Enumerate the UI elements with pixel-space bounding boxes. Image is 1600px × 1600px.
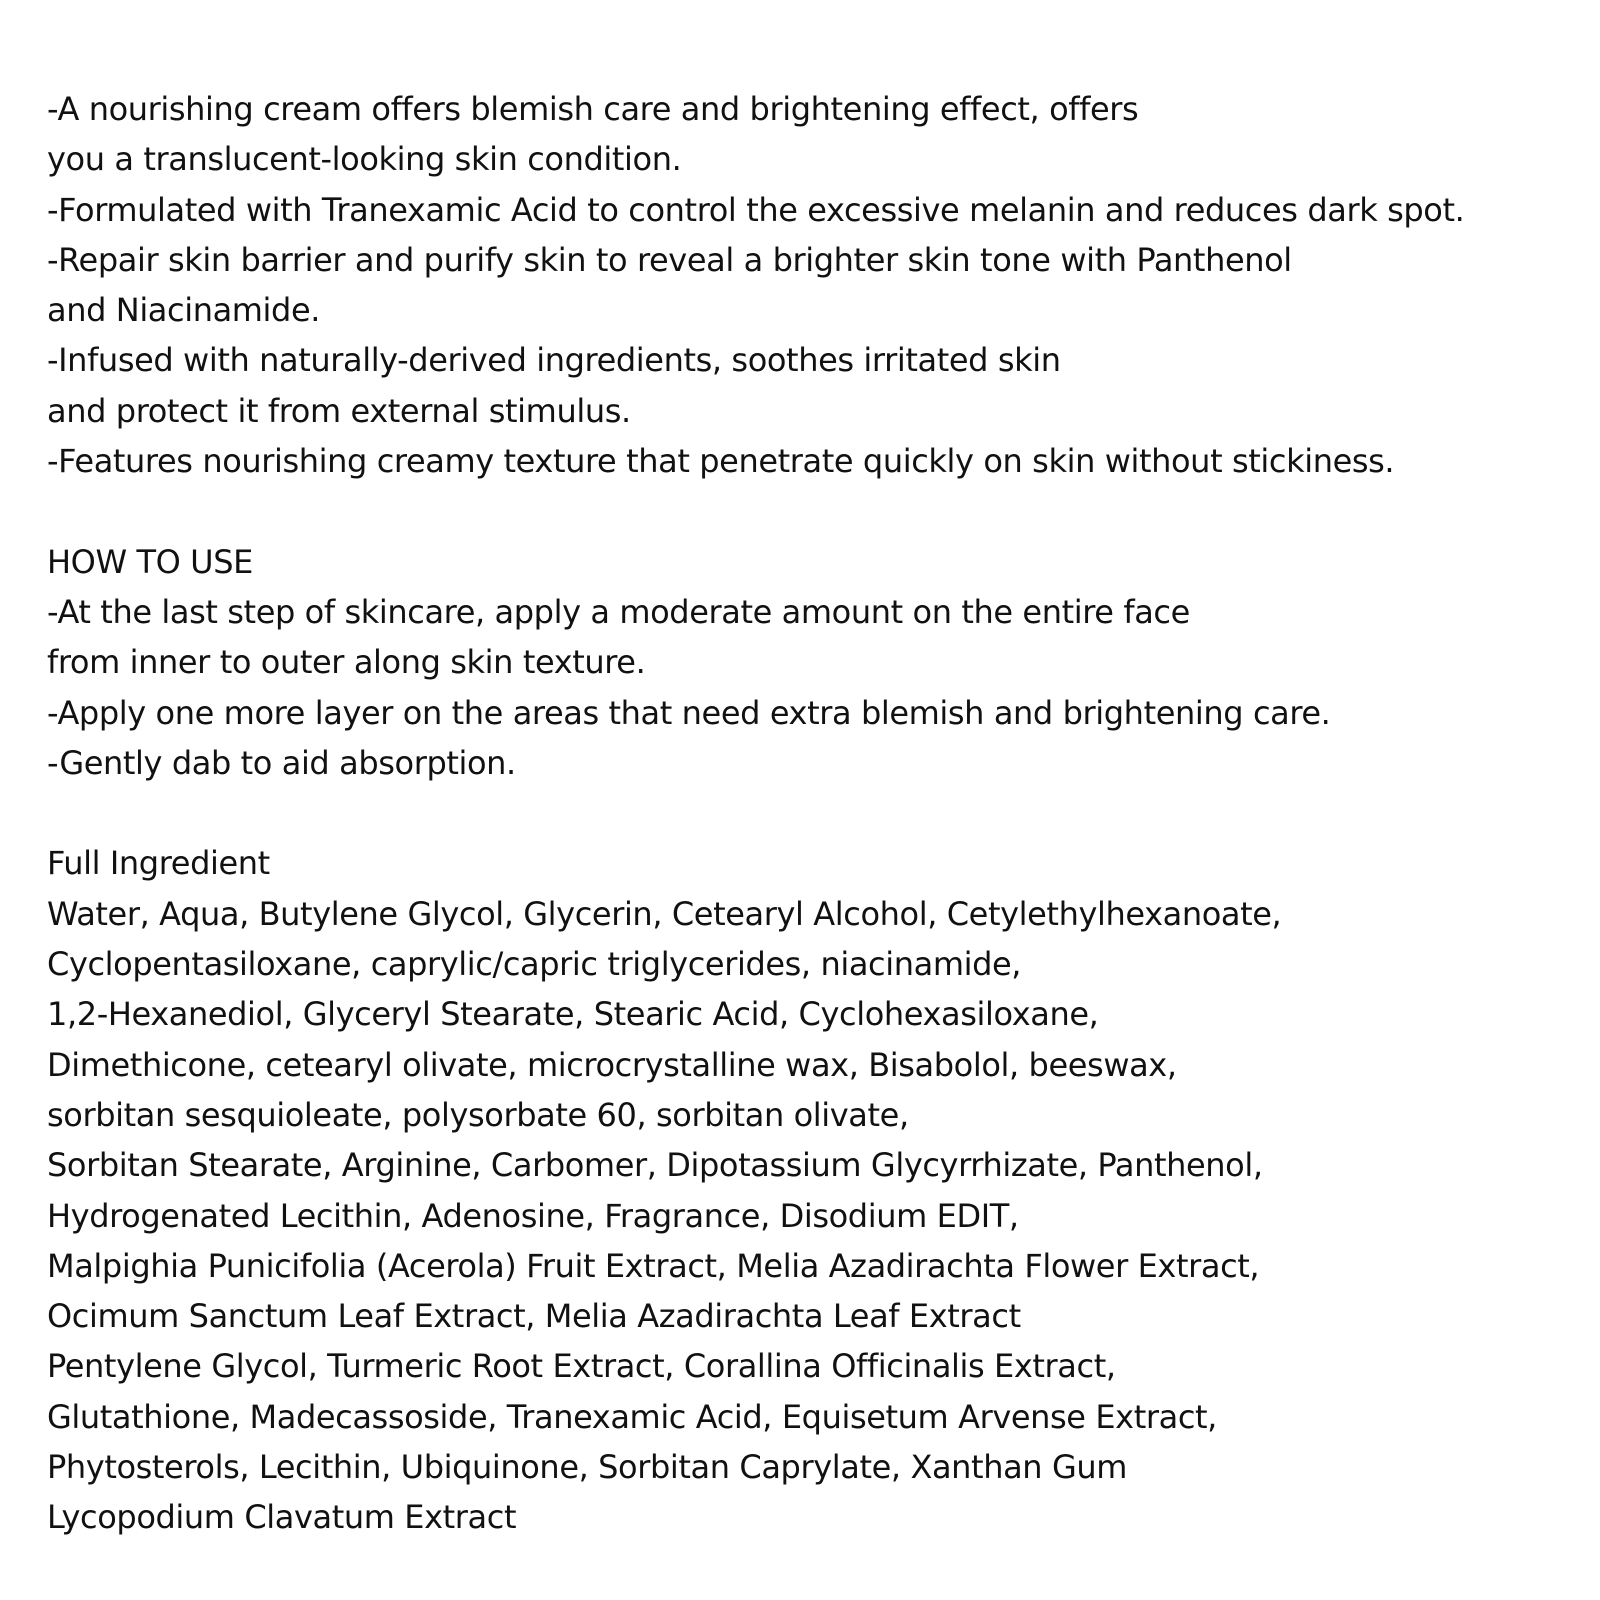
section-spacer	[47, 788, 1587, 838]
ingredients-line: Malpighia Punicifolia (Acerola) Fruit Extract, Melia Azadirachta Flower Extract,	[47, 1246, 1260, 1285]
description-line: -Formulated with Tranexamic Acid to control the excessive melanin and reduces dark spot.	[47, 190, 1465, 229]
ingredients-line: Dimethicone, cetearyl olivate, microcrystalline wax, Bisabolol, beeswax,	[47, 1045, 1177, 1084]
ingredients-line: sorbitan sesquioleate, polysorbate 60, sorbitan olivate,	[47, 1095, 909, 1134]
description-line: -A nourishing cream offers blemish care and brightening effect, offers	[47, 90, 1139, 128]
ingredients-line: Ocimum Sanctum Leaf Extract, Melia Azadirachta Leaf Extract	[47, 1297, 1021, 1336]
description-line: -Infused with naturally-derived ingredients, soothes irritated skin	[47, 341, 1061, 380]
ingredients-line: Hydrogenated Lecithin, Adenosine, Fragrance, Disodium EDIT,	[47, 1196, 1019, 1235]
ingredients-line: 1,2-Hexanediol, Glyceryl Stearate, Stearic Acid, Cyclohexasiloxane,	[47, 995, 1099, 1034]
description-line: and protect it from external stimulus.	[47, 391, 631, 430]
how-to-use-line: -Gently dab to aid absorption.	[47, 743, 516, 782]
description-line: and Niacinamide.	[47, 291, 321, 330]
ingredients-line: Lycopodium Clavatum Extract	[47, 1498, 517, 1537]
how-to-use-line: -Apply one more layer on the areas that need extra blemish and brightening care.	[47, 693, 1331, 732]
product-info-document	[47, 84, 1587, 1543]
how-to-use-line: -At the last step of skincare, apply a moderate amount on the entire face	[47, 592, 1190, 631]
description-line: -Features nourishing creamy texture that penetrate quickly on skin without stickiness.	[47, 442, 1395, 481]
ingredients-heading: Full Ingredient	[47, 844, 270, 883]
how-to-use-line: from inner to outer along skin texture.	[47, 643, 646, 682]
ingredients-line: Glutathione, Madecassoside, Tranexamic Acid, Equisetum Arvense Extract,	[47, 1397, 1217, 1436]
ingredients-line: Water, Aqua, Butylene Glycol, Glycerin, Cetearyl Alcohol, Cetylethylhexanoate,	[47, 894, 1282, 933]
description-section	[47, 84, 1587, 486]
ingredients-line: Pentylene Glycol, Turmeric Root Extract, Corallina Officinalis Extract,	[47, 1347, 1116, 1386]
how-to-use-heading: HOW TO USE	[47, 542, 253, 581]
description-line: -Repair skin barrier and purify skin to reveal a brighter skin tone with Panthenol	[47, 240, 1292, 279]
description-line: you a translucent-looking skin condition.	[47, 140, 682, 179]
ingredients-line: Cyclopentasiloxane, caprylic/capric triglycerides, niacinamide,	[47, 945, 1022, 984]
ingredients-line: Phytosterols, Lecithin, Ubiquinone, Sorbitan Caprylate, Xanthan Gum	[47, 1448, 1127, 1487]
ingredients-section	[47, 838, 1587, 1542]
section-spacer	[47, 486, 1587, 536]
ingredients-line: Sorbitan Stearate, Arginine, Carbomer, Dipotassium Glycyrrhizate, Panthenol,	[47, 1146, 1263, 1185]
how-to-use-section	[47, 537, 1587, 788]
